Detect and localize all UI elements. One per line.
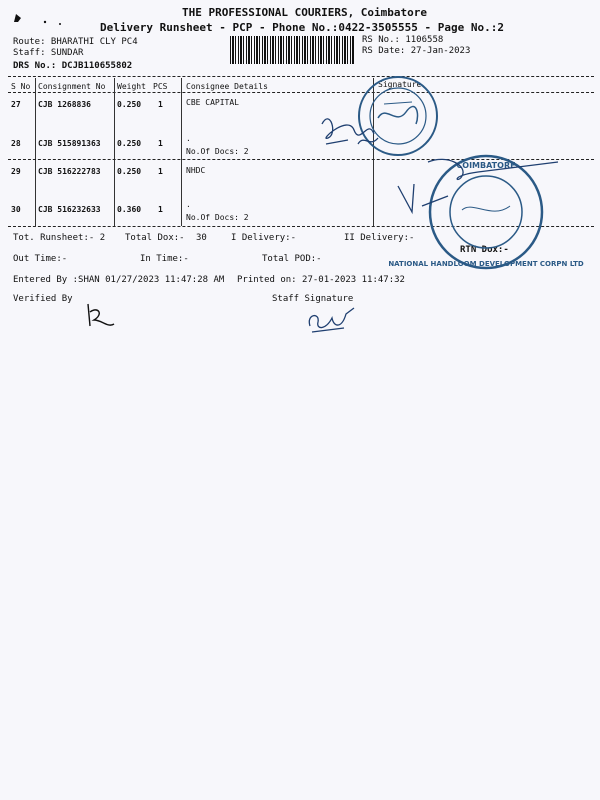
route: Route: BHARATHI CLY PC4: [13, 37, 138, 47]
row-consignment: CJB 516232633: [38, 205, 101, 214]
consignee-signature-1: [318, 104, 398, 154]
col-weight: Weight: [117, 82, 146, 91]
row-consignee: NHDC: [186, 166, 206, 175]
scan-mark: [12, 12, 72, 26]
row-weight: 0.250: [117, 139, 142, 148]
row-consignee: .: [186, 134, 191, 143]
col-pcs: PCS: [153, 82, 168, 91]
runsheet-subtitle: Delivery Runsheet - PCP - Phone No.:0422-3505555 - Page No.:2: [100, 21, 504, 34]
row-sno: 27: [11, 100, 21, 109]
col-sno: S No: [11, 82, 31, 91]
out-time: Out Time:-: [13, 254, 68, 264]
ii-delivery: II Delivery:-: [344, 233, 415, 243]
staff-signature-label: Staff Signature: [272, 294, 354, 304]
stamp-inner-text: COIMBATORE: [456, 161, 516, 170]
drs-number: DRS No.: DCJB110655802: [13, 61, 133, 71]
row-consignment: CJB 515891363: [38, 139, 101, 148]
row-weight: 0.360: [117, 205, 142, 214]
rs-date: RS Date: 27-Jan-2023: [362, 46, 471, 56]
entered-by: Entered By :SHAN 01/27/2023 11:47:28 AM: [13, 275, 225, 285]
row-sno: 28: [11, 139, 21, 148]
col-divider: [35, 78, 36, 226]
col-signature: Signature: [378, 80, 422, 89]
row-docs: No.Of Docs: 2: [186, 147, 249, 156]
row-pcs: 1: [158, 205, 163, 214]
verified-signature: [82, 302, 122, 332]
i-delivery: I Delivery:-: [231, 233, 297, 243]
printed-on: Printed on: 27-01-2023 11:47:32: [237, 275, 405, 285]
company-title: THE PROFESSIONAL COURIERS, Coimbatore: [182, 6, 428, 19]
row-docs: No.Of Docs: 2: [186, 213, 249, 222]
row-pcs: 1: [158, 167, 163, 176]
rtn-dox: RTN Dox:-: [460, 245, 509, 255]
col-divider: [114, 78, 115, 226]
staff-signature: [304, 304, 364, 338]
row-sno: 30: [11, 205, 21, 214]
col-consignment: Consignment No: [38, 82, 106, 91]
barcode: [230, 36, 354, 64]
row-consignment: CJB 1268836: [38, 100, 91, 109]
total-dox-label: Total Dox:-: [125, 233, 185, 243]
total-pod: Total POD:-: [262, 254, 322, 264]
verified-by: Verified By: [13, 294, 73, 304]
staff: Staff: SUNDAR: [13, 48, 84, 58]
rs-number: RS No.: 1106558: [362, 35, 444, 45]
stamp-outer-text: NATIONAL HANDLOOM DEVELOPMENT CORPN LTD: [388, 260, 584, 268]
row-weight: 0.250: [117, 167, 142, 176]
row-weight: 0.250: [117, 100, 142, 109]
row-consignee: .: [186, 200, 191, 209]
row-pcs: 1: [158, 100, 163, 109]
row-sno: 29: [11, 167, 21, 176]
row-consignment: CJB 516222783: [38, 167, 101, 176]
in-time: In Time:-: [140, 254, 189, 264]
col-divider: [181, 78, 182, 226]
row-consignee: CBE CAPITAL: [186, 98, 239, 107]
col-consignee: Consignee Details: [186, 82, 268, 91]
consignee-signature-2: [388, 156, 568, 226]
total-dox-value: 30: [196, 233, 207, 243]
row-pcs: 1: [158, 139, 163, 148]
tot-runsheet: Tot. Runsheet:- 2: [13, 233, 106, 243]
